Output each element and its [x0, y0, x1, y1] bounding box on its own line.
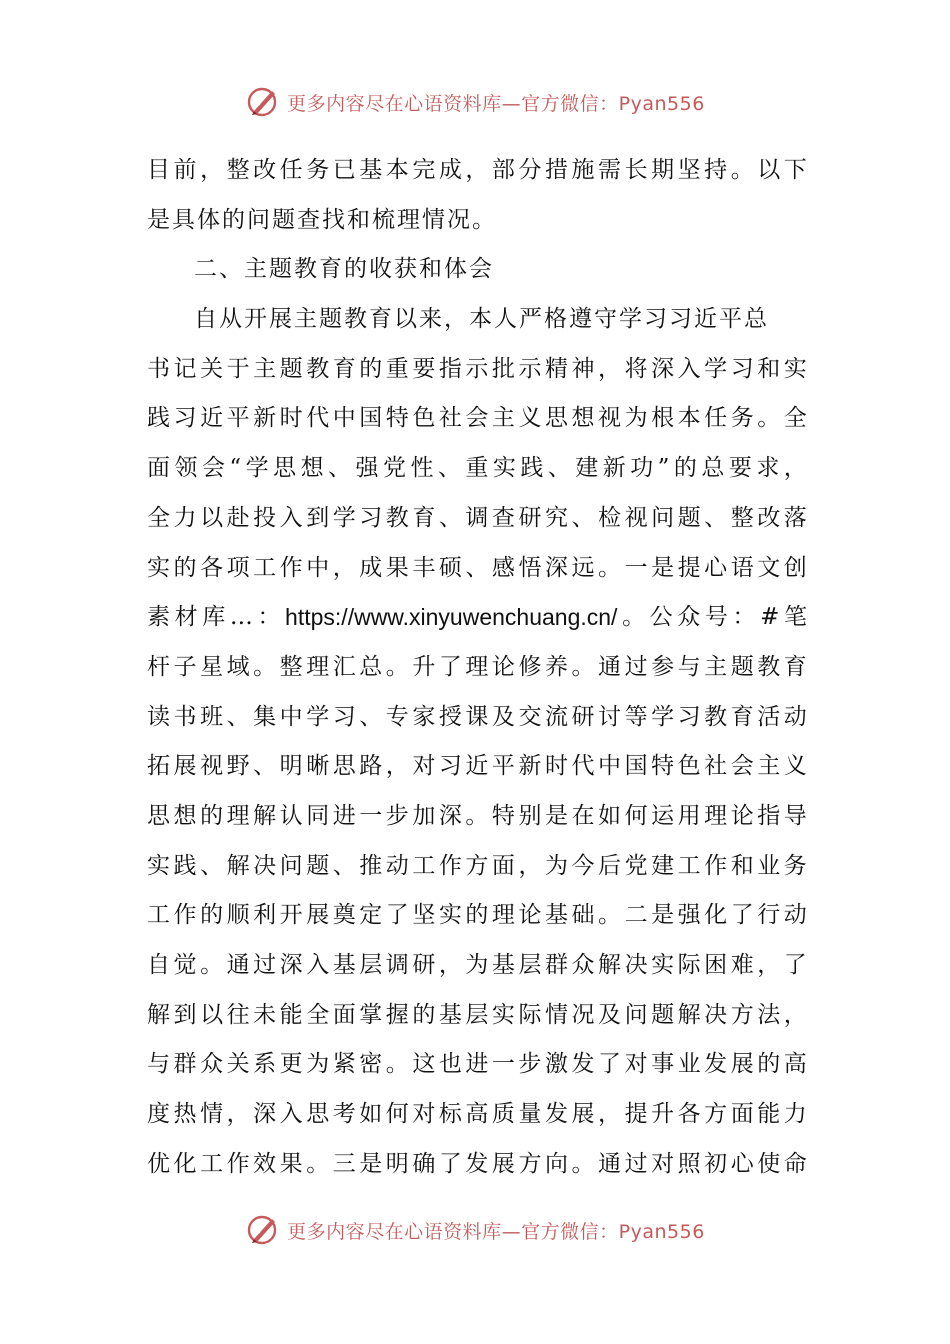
section-heading: 二、主题教育的收获和体会: [194, 256, 494, 283]
text-line-with-url: 素 材 库 … ： https://www.xinyuwenchuang.cn/ 。 公 众 号 ： # 笔: [147, 604, 807, 631]
footer-banner-text: 更多内容尽在心语资料库—官方微信：Pyan556: [287, 1220, 705, 1243]
document-body: [147, 146, 807, 1189]
text-line: 践 习 近 平 新 时 代 中 国 特 色 社 会 主 义 思 想 视 为 根 本 任 务 。 全: [147, 405, 807, 432]
text-line: 优 化 工 作 效 果 。 三 是 明 确 了 发 展 方 向 。 通 过 对 照 初 心 使 命: [147, 1150, 807, 1177]
footer-banner: [0, 1210, 950, 1250]
header-banner: [0, 82, 950, 122]
text-line: 解 到 以 往 未 能 全 面 掌 握 的 基 层 实 际 情 况 及 问 题 解 决 方 法 ，: [147, 1001, 807, 1028]
text-line: 自 觉 。 通 过 深 入 基 层 调 研 ， 为 基 层 群 众 解 决 实 际 困 难 ， 了: [147, 952, 807, 978]
text-line: 工 作 的 顺 利 开 展 奠 定 了 坚 实 的 理 论 基 础 。 二 是 强 化 了 行 动: [147, 902, 807, 929]
paragraph-first-line: 自从开展主题教育以来，本人严格遵守学习习近平总: [194, 306, 769, 333]
text-line: 书 记 关 于 主 题 教 育 的 重 要 指 示 批 示 精 神 ， 将 深 入 学 习 和 实: [147, 355, 807, 382]
text-line: 与 群 众 关 系 更 为 紧 密 。 这 也 进 一 步 激 发 了 对 事 业 发 展 的 高: [147, 1051, 807, 1078]
text-line: 目 前 ， 整 改 任 务 已 基 本 完 成 ， 部 分 措 施 需 长 期 坚 持 。 以 下: [147, 157, 807, 183]
text-line: 实 践 、 解 决 问 题 、 推 动 工 作 方 面 ， 为 今 后 党 建 工 作 和 业 务: [147, 852, 807, 879]
text-line: 读 书 班 、 集 中 学 习 、 专 家 授 课 及 交 流 研 讨 等 学 习 教 育 活 动: [147, 703, 807, 730]
text-line: 实 的 各 项 工 作 中 ， 成 果 丰 硕 、 感 悟 深 远 。 一 是 提 心 语 文 创: [147, 554, 807, 581]
text-line: 面 领 会 “ 学 思 想 、 强 党 性 、 重 实 践 、 建 新 功 ” 的 总 要 求 ，: [147, 455, 807, 482]
text-line: 杆 子 星 域 。 整 理 汇 总 。 升 了 理 论 修 养 。 通 过 参 与 主 题 教 育: [147, 653, 807, 680]
text-line: 全 力 以 赴 投 入 到 学 习 教 育 、 调 查 研 究 、 检 视 问 题 、 整 改 落: [147, 504, 807, 531]
text-line: 思 想 的 理 解 认 同 进 一 步 加 深 。 特 别 是 在 如 何 运 用 理 论 指 导: [147, 802, 807, 829]
text-line: 是具体的问题查找和梳理情况。: [147, 206, 497, 233]
header-banner-text: 更多内容尽在心语资料库—官方微信：Pyan556: [287, 92, 705, 115]
pen-logo-icon: [245, 1212, 281, 1248]
pen-logo-icon: [245, 84, 281, 120]
text-line: 度 热 情 ， 深 入 思 考 如 何 对 标 高 质 量 发 展 ， 提 升 各 方 面 能 力: [147, 1101, 807, 1128]
text-line: 拓 展 视 野 、 明 晰 思 路 ， 对 习 近 平 新 时 代 中 国 特 色 社 会 主 义: [147, 753, 807, 780]
